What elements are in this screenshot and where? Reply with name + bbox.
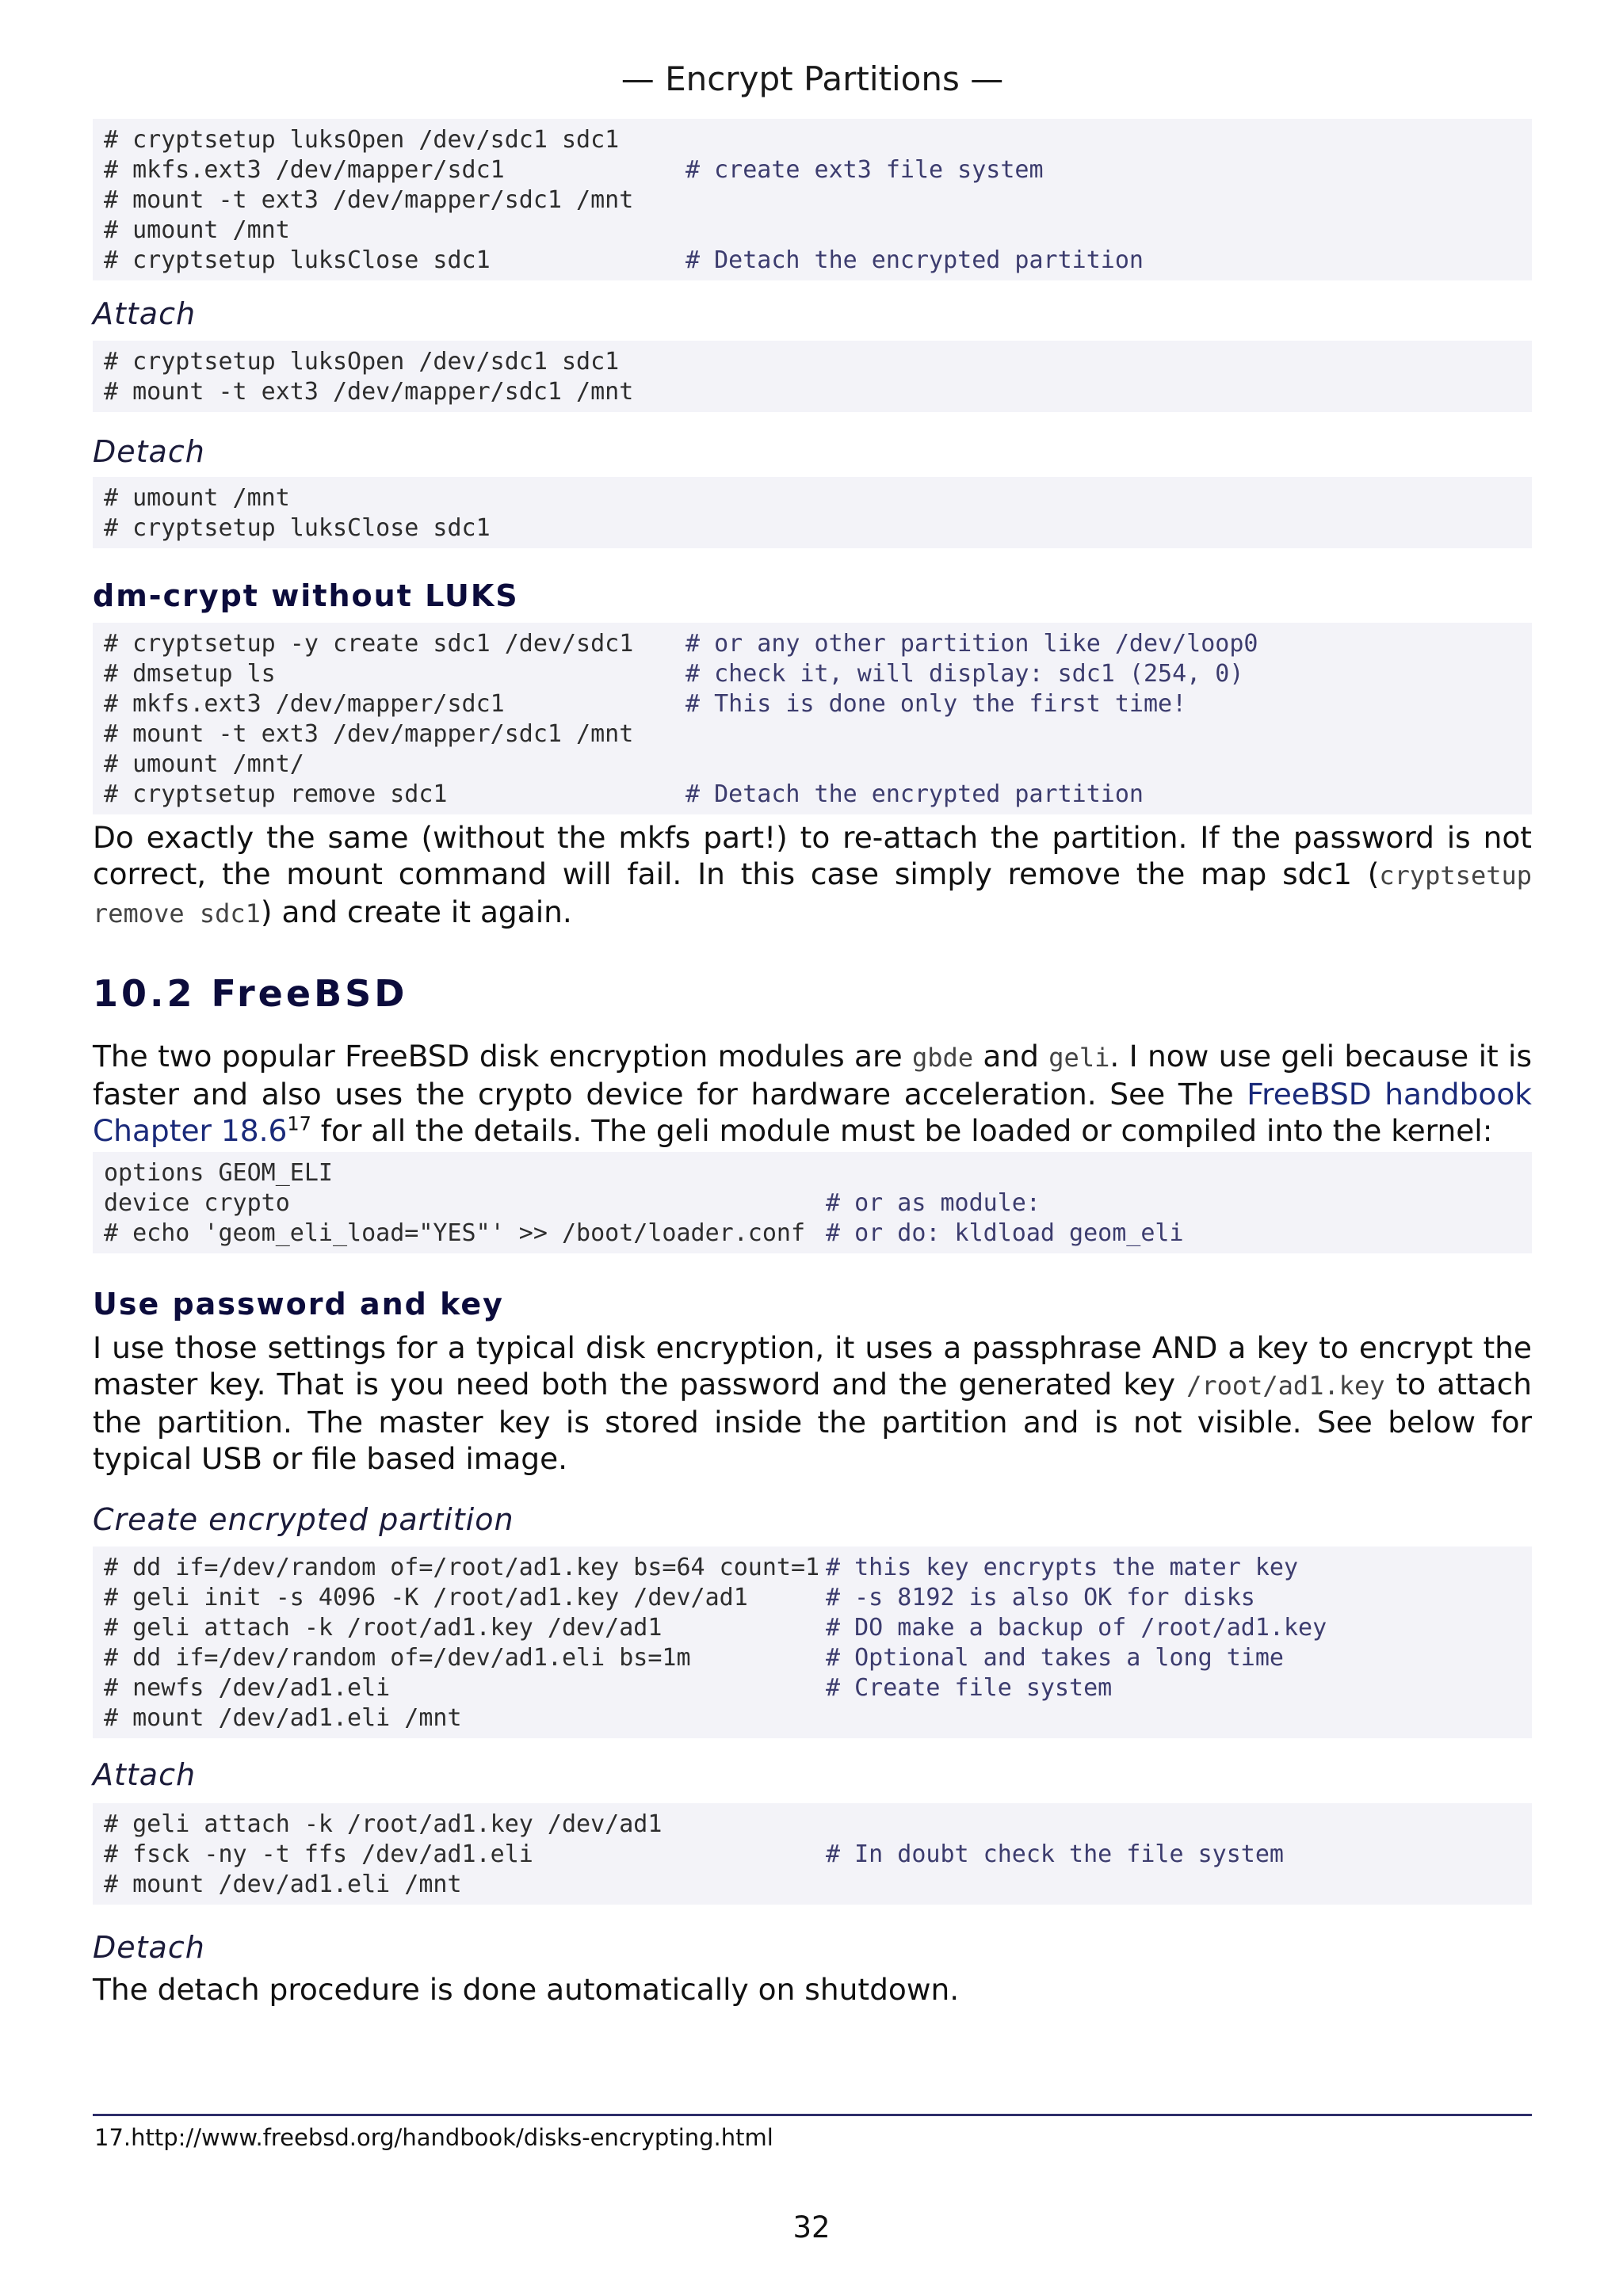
code-line [104,1840,1521,1870]
subheading-create-encrypted-partition: Create encrypted partition [93,1502,514,1537]
code-command: device crypto [104,1189,290,1217]
code-block-dm-crypt [93,623,1532,814]
inline-code-geli: geli [1048,1043,1110,1073]
code-line [104,1810,1521,1840]
code-comment: # Create file system [826,1674,1113,1702]
code-command: # geli init -s 4096 -K /root/ad1.key /dev/ad1 [104,1584,748,1611]
paragraph-freebsd-intro [93,1038,1532,1149]
freebsd-text-1: The two popular FreeBSD disk encryption modules are [93,1039,913,1074]
code-command: # mkfs.ext3 /dev/mapper/sdc1 [104,690,505,718]
code-line [104,1583,1521,1613]
code-command: # cryptsetup luksOpen /dev/sdc1 sdc1 [104,348,620,376]
code-command: # fsck -ny -t ffs /dev/ad1.eli [104,1840,533,1868]
subheading-attach: Attach [93,296,197,331]
code-line [104,1643,1521,1673]
code-comment: # DO make a backup of /root/ad1.key [826,1614,1327,1642]
code-comment: # create ext3 file system [685,156,1044,184]
code-block-luks-setup [93,119,1532,280]
code-line [104,659,1521,689]
inline-code-gbde: gbde [912,1043,974,1073]
subheading-detach: Detach [93,434,205,469]
code-command: # mkfs.ext3 /dev/mapper/sdc1 [104,156,505,184]
code-comment: # In doubt check the file system [826,1840,1284,1868]
pwkey-text-1: I use those settings for a typical disk encryption, it uses a passphrase AND a key to encrypt the master key. That is you need both the password and the generated key [93,1330,1532,1402]
footnote-text: 17.http://www.freebsd.org/handbook/disks-encrypting.html [94,2124,773,2151]
code-comment: # or any other partition like /dev/loop0 [685,630,1258,658]
code-block-luks-attach [93,341,1532,412]
freebsd-text-3: . I now use geli because it is faster and also uses the crypto device for hardware acceleration. See The [93,1039,1532,1112]
code-line [104,155,1521,185]
page-number: 32 [792,2210,831,2245]
code-command: # newfs /dev/ad1.eli [104,1674,391,1702]
pwkey-text-2: to attach the partition. The master key is stored inside the partition and is not visible. See below for typical USB or file based image. [93,1367,1532,1476]
code-comment: # -s 8192 is also OK for disks [826,1584,1255,1611]
code-line [104,185,1521,215]
code-command: # dd if=/dev/random of=/root/ad1.key bs=64 count=1 [104,1554,820,1581]
code-line [104,1188,1521,1219]
reattach-text-1: Do exactly the same (without the mkfs part!) to re-attach the partition. If the password is not correct, the mount command will fail. In this case simply remove the map sdc1 ( [93,820,1532,891]
code-comment: # This is done only the first time! [685,690,1187,718]
reattach-text-2: ) and create it again. [260,894,572,929]
code-command: # dd if=/dev/random of=/dev/ad1.eli bs=1m [104,1644,691,1672]
code-line [104,347,1521,377]
code-command: # umount /mnt [104,216,290,244]
code-line [104,246,1521,276]
footnote-marker[interactable]: 17 [287,1112,311,1135]
paragraph-password-key [93,1329,1532,1477]
code-command: # umount /mnt/ [104,750,304,778]
code-block-geli-attach [93,1803,1532,1905]
running-header: — Encrypt Partitions — [621,59,1004,98]
code-command: # cryptsetup luksOpen /dev/sdc1 sdc1 [104,126,620,154]
code-command: # cryptsetup luksClose sdc1 [104,246,491,274]
freebsd-text-2: and [973,1039,1049,1074]
code-comment: # check it, will display: sdc1 (254, 0) [685,660,1244,688]
code-line [104,1703,1521,1733]
code-line [104,689,1521,719]
code-line [104,125,1521,155]
code-command: # geli attach -k /root/ad1.key /dev/ad1 [104,1614,663,1642]
code-comment: # or as module: [826,1189,1041,1217]
code-line [104,629,1521,659]
section-title-freebsd: 10.2 FreeBSD [93,972,408,1015]
code-command: # mount -t ext3 /dev/mapper/sdc1 /mnt [104,378,634,406]
code-command: # cryptsetup -y create sdc1 /dev/sdc1 [104,630,634,658]
code-line [104,483,1521,513]
code-command: # echo 'geom_eli_load="YES"' >> /boot/loader.conf [104,1219,806,1247]
code-command: # dmsetup ls [104,660,276,688]
code-line [104,513,1521,543]
code-block-luks-detach [93,477,1532,548]
code-line [104,1553,1521,1583]
code-line [104,1219,1521,1249]
freebsd-text-4: for all the details. The geli module must be loaded or compiled into the kernel: [311,1113,1493,1148]
code-line [104,215,1521,246]
heading-use-password-and-key: Use password and key [93,1287,504,1322]
subheading-attach-geli: Attach [93,1757,197,1792]
code-block-geom-eli [93,1152,1532,1253]
code-line [104,749,1521,780]
code-command: # cryptsetup remove sdc1 [104,780,448,808]
code-comment: # this key encrypts the mater key [826,1554,1299,1581]
code-command: # geli attach -k /root/ad1.key /dev/ad1 [104,1810,663,1838]
code-line [104,1870,1521,1900]
inline-code-ad1-key: /root/ad1.key [1186,1371,1385,1401]
code-comment: # Detach the encrypted partition [685,780,1144,808]
code-line [104,719,1521,749]
document-page [93,0,1532,2008]
code-line [104,1673,1521,1703]
link-freebsd-handbook[interactable]: FreeBSD handbook Chapter 18.6 [93,1077,1532,1148]
reattach-inline-code: cryptsetup remove sdc1 [93,860,1532,929]
heading-dm-crypt-without-luks: dm-crypt without LUKS [93,578,519,613]
footnote-divider [93,2114,1532,2116]
subheading-detach-geli: Detach [93,1930,205,1965]
paragraph-detach-geli: The detach procedure is done automatically on shutdown. [93,1972,960,2007]
code-line [104,1613,1521,1643]
code-comment: # Optional and takes a long time [826,1644,1284,1672]
code-command: # mount /dev/ad1.eli /mnt [104,1871,462,1898]
code-line [104,377,1521,407]
code-command: # cryptsetup luksClose sdc1 [104,514,491,542]
code-command: options GEOM_ELI [104,1159,333,1187]
code-line [104,780,1521,810]
code-line [104,1158,1521,1188]
paragraph-reattach [93,819,1532,932]
code-block-geli-create [93,1547,1532,1738]
code-command: # mount /dev/ad1.eli /mnt [104,1704,462,1732]
code-command: # mount -t ext3 /dev/mapper/sdc1 /mnt [104,720,634,748]
code-comment: # or do: kldload geom_eli [826,1219,1184,1247]
code-command: # mount -t ext3 /dev/mapper/sdc1 /mnt [104,186,634,214]
code-command: # umount /mnt [104,484,290,512]
code-comment: # Detach the encrypted partition [685,246,1144,274]
